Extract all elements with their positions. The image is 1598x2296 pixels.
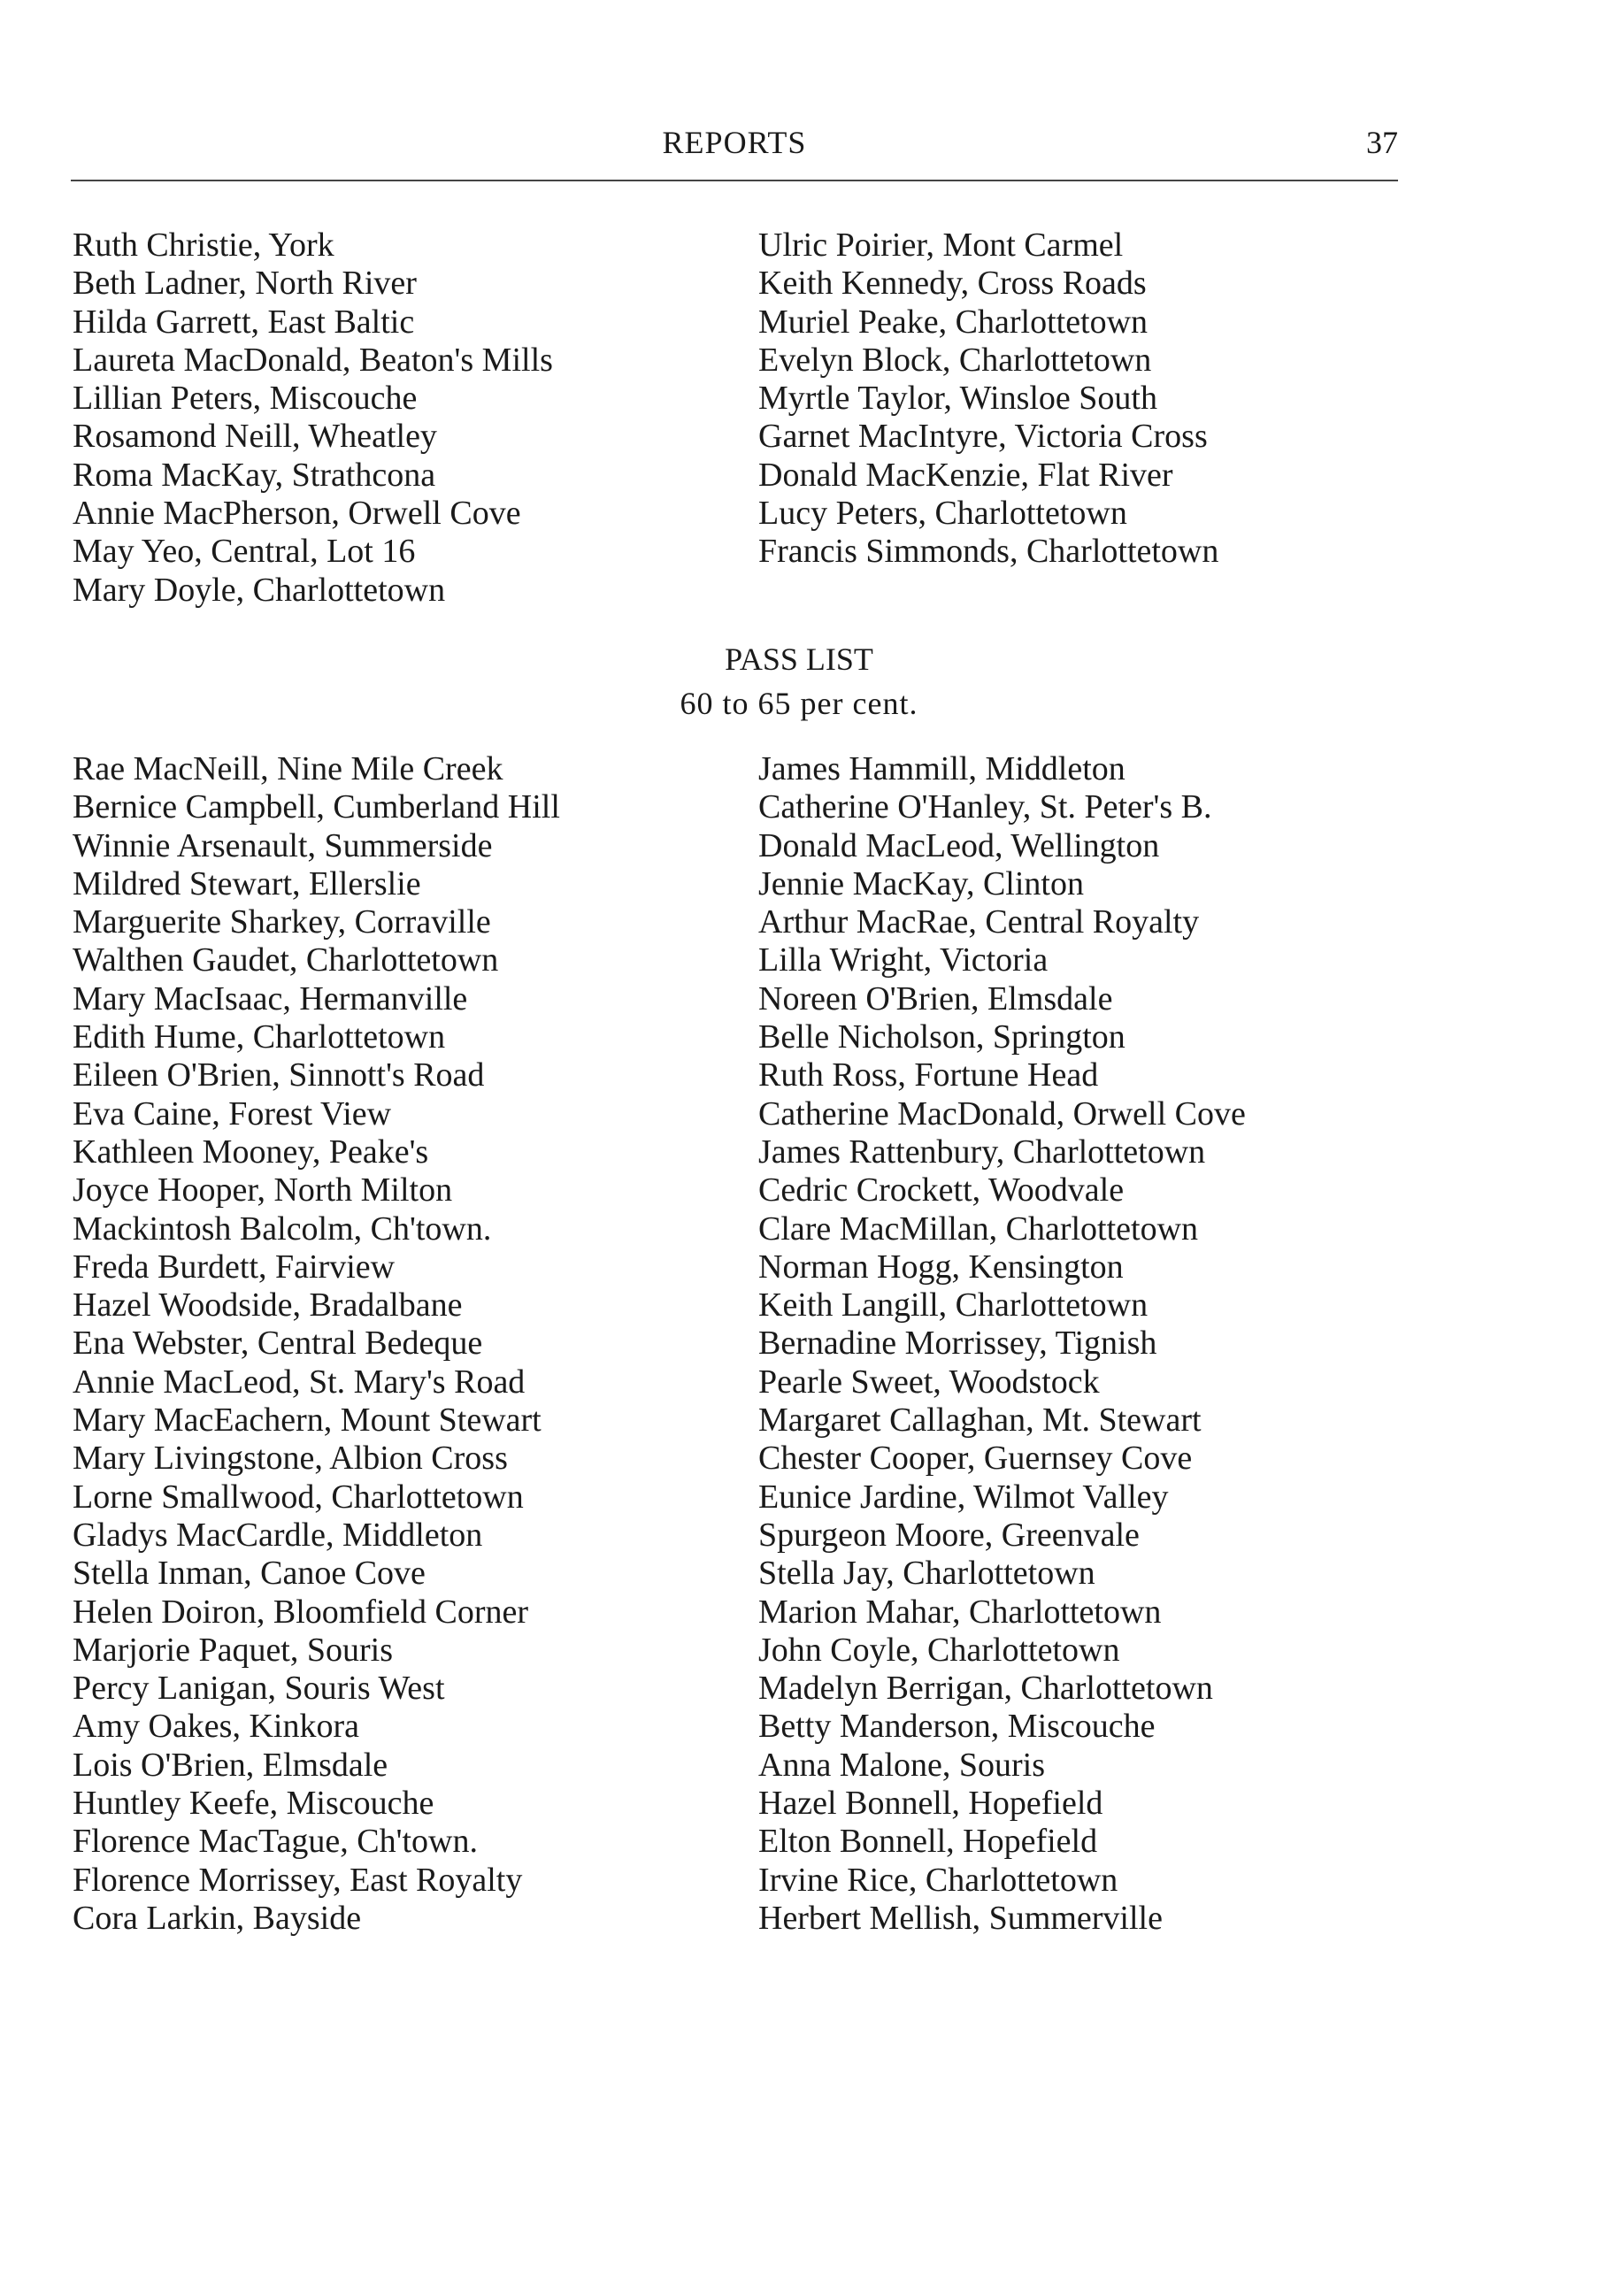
list-entry: Hilda Garrett, East Baltic bbox=[73, 303, 415, 341]
header-title: REPORTS bbox=[662, 125, 807, 160]
list-entry: May Yeo, Central, Lot 16 bbox=[73, 533, 416, 571]
list-entry: Percy Lanigan, Souris West bbox=[73, 1670, 445, 1708]
list-entry: Eunice Jardine, Wilmot Valley bbox=[758, 1478, 1169, 1516]
list-entry: Lillian Peters, Miscouche bbox=[73, 380, 418, 418]
list-entry: Arthur MacRae, Central Royalty bbox=[758, 903, 1200, 941]
list-entry: Betty Manderson, Miscouche bbox=[758, 1708, 1156, 1746]
list-entry: Mary Doyle, Charlottetown bbox=[73, 571, 446, 609]
list-entry: Lorne Smallwood, Charlottetown bbox=[73, 1478, 524, 1516]
list-entry: Norman Hogg, Kensington bbox=[758, 1248, 1124, 1286]
list-entry: Catherine O'Hanley, St. Peter's B. bbox=[758, 788, 1212, 826]
list-entry: Marion Mahar, Charlottetown bbox=[758, 1593, 1162, 1631]
list-entry: John Coyle, Charlottetown bbox=[758, 1631, 1120, 1669]
list-entry: Mary MacEachern, Mount Stewart bbox=[73, 1401, 542, 1440]
list-entry: Belle Nicholson, Springton bbox=[758, 1018, 1126, 1056]
list-entry: Hazel Bonnell, Hopefield bbox=[758, 1785, 1103, 1823]
list-entry: Irvine Rice, Charlottetown bbox=[758, 1861, 1118, 1899]
list-entry: Margaret Callaghan, Mt. Stewart bbox=[758, 1401, 1202, 1440]
list-entry: Annie MacLeod, St. Mary's Road bbox=[73, 1363, 526, 1401]
list-entry: Helen Doiron, Bloomfield Corner bbox=[73, 1593, 529, 1631]
list-entry: Ulric Poirier, Mont Carmel bbox=[758, 227, 1124, 264]
list-entry: Herbert Mellish, Summerville bbox=[758, 1899, 1163, 1937]
list-entry: Edith Hume, Charlottetown bbox=[73, 1018, 446, 1056]
list-entry: Evelyn Block, Charlottetown bbox=[758, 341, 1152, 379]
list-entry: Marjorie Paquet, Souris bbox=[73, 1631, 394, 1669]
list-entry: Muriel Peake, Charlottetown bbox=[758, 303, 1149, 341]
list-entry: Mary MacIsaac, Hermanville bbox=[73, 979, 468, 1017]
list-entry: Chester Cooper, Guernsey Cove bbox=[758, 1440, 1193, 1478]
list-entry: Keith Langill, Charlottetown bbox=[758, 1286, 1149, 1325]
list-entry: Cora Larkin, Bayside bbox=[73, 1899, 362, 1937]
list-entry: Laureta MacDonald, Beaton's Mills bbox=[73, 341, 553, 379]
list-entry: Mary Livingstone, Albion Cross bbox=[73, 1440, 508, 1478]
list-entry: Lilla Wright, Victoria bbox=[758, 941, 1049, 979]
list-entry: Florence MacTague, Ch'town. bbox=[73, 1823, 478, 1861]
list-entry: Francis Simmonds, Charlottetown bbox=[758, 533, 1219, 571]
list-entry: Myrtle Taylor, Winsloe South bbox=[758, 380, 1157, 418]
running-header bbox=[71, 124, 1398, 177]
list-entry: Annie MacPherson, Orwell Cove bbox=[73, 495, 521, 533]
list-entry: Stella Inman, Canoe Cove bbox=[73, 1555, 426, 1593]
list-entry: Ena Webster, Central Bedeque bbox=[73, 1325, 483, 1363]
list-entry: Winnie Arsenault, Summerside bbox=[73, 826, 493, 864]
list-entry: James Rattenbury, Charlottetown bbox=[758, 1133, 1206, 1171]
list-entry: Garnet MacIntyre, Victoria Cross bbox=[758, 418, 1208, 456]
list-entry: Amy Oakes, Kinkora bbox=[73, 1708, 359, 1746]
header-rule bbox=[71, 180, 1398, 181]
list-entry: Kathleen Mooney, Peake's bbox=[73, 1133, 429, 1171]
list-entry: Catherine MacDonald, Orwell Cove bbox=[758, 1094, 1246, 1133]
first-name-list bbox=[73, 227, 1417, 610]
page-number: 37 bbox=[1366, 125, 1398, 160]
list-entry: Stella Jay, Charlottetown bbox=[758, 1555, 1095, 1593]
list-entry: Beth Ladner, North River bbox=[73, 265, 417, 303]
list-entry: James Hammill, Middleton bbox=[758, 750, 1126, 787]
list-entry: Donald MacKenzie, Flat River bbox=[758, 456, 1173, 494]
list-entry: Spurgeon Moore, Greenvale bbox=[758, 1516, 1140, 1554]
list-entry: Ruth Ross, Fortune Head bbox=[758, 1056, 1099, 1094]
list-entry: Lois O'Brien, Elmsdale bbox=[73, 1746, 388, 1784]
list-entry: Roma MacKay, Strathcona bbox=[73, 456, 436, 494]
list-entry: Donald MacLeod, Wellington bbox=[758, 826, 1160, 864]
pass-list-left-column bbox=[73, 750, 758, 1938]
list-entry: Mackintosh Balcolm, Ch'town. bbox=[73, 1209, 492, 1248]
list-entry: Elton Bonnell, Hopefield bbox=[758, 1823, 1098, 1861]
list-entry: Hazel Woodside, Bradalbane bbox=[73, 1286, 463, 1325]
list-entry: Clare MacMillan, Charlottetown bbox=[758, 1209, 1199, 1248]
list-entry: Mildred Stewart, Ellerslie bbox=[73, 864, 421, 902]
list-entry: Florence Morrissey, East Royalty bbox=[73, 1861, 523, 1899]
list-entry: Freda Burdett, Fairview bbox=[73, 1248, 396, 1286]
list-entry: Lucy Peters, Charlottetown bbox=[758, 495, 1127, 533]
pass-list-subtitle: 60 to 65 per cent. bbox=[680, 686, 918, 721]
first-list-left-column bbox=[73, 227, 758, 610]
first-list-right-column bbox=[758, 227, 1417, 610]
list-entry: Bernice Campbell, Cumberland Hill bbox=[73, 788, 560, 826]
list-entry: Gladys MacCardle, Middleton bbox=[73, 1516, 483, 1554]
pass-list-right-column bbox=[758, 750, 1417, 1938]
list-entry: Rae MacNeill, Nine Mile Creek bbox=[73, 750, 503, 787]
list-entry: Madelyn Berrigan, Charlottetown bbox=[758, 1670, 1213, 1708]
list-entry: Ruth Christie, York bbox=[73, 227, 334, 264]
list-entry: Marguerite Sharkey, Corraville bbox=[73, 903, 491, 941]
list-entry: Pearle Sweet, Woodstock bbox=[758, 1363, 1100, 1401]
pass-list-title: PASS LIST bbox=[725, 641, 873, 677]
pass-name-list bbox=[73, 750, 1417, 1938]
list-entry: Huntley Keefe, Miscouche bbox=[73, 1785, 434, 1823]
list-entry: Keith Kennedy, Cross Roads bbox=[758, 265, 1147, 303]
list-entry: Rosamond Neill, Wheatley bbox=[73, 418, 437, 456]
list-entry: Eva Caine, Forest View bbox=[73, 1094, 392, 1133]
list-entry: Bernadine Morrissey, Tignish bbox=[758, 1325, 1157, 1363]
pass-list-heading bbox=[0, 637, 1598, 726]
list-entry: Anna Malone, Souris bbox=[758, 1746, 1046, 1784]
list-entry: Cedric Crockett, Woodvale bbox=[758, 1171, 1125, 1209]
list-entry: Walthen Gaudet, Charlottetown bbox=[73, 941, 499, 979]
list-entry: Jennie MacKay, Clinton bbox=[758, 864, 1084, 902]
list-entry: Eileen O'Brien, Sinnott's Road bbox=[73, 1056, 485, 1094]
list-entry: Noreen O'Brien, Elmsdale bbox=[758, 979, 1113, 1017]
list-entry: Joyce Hooper, North Milton bbox=[73, 1171, 453, 1209]
